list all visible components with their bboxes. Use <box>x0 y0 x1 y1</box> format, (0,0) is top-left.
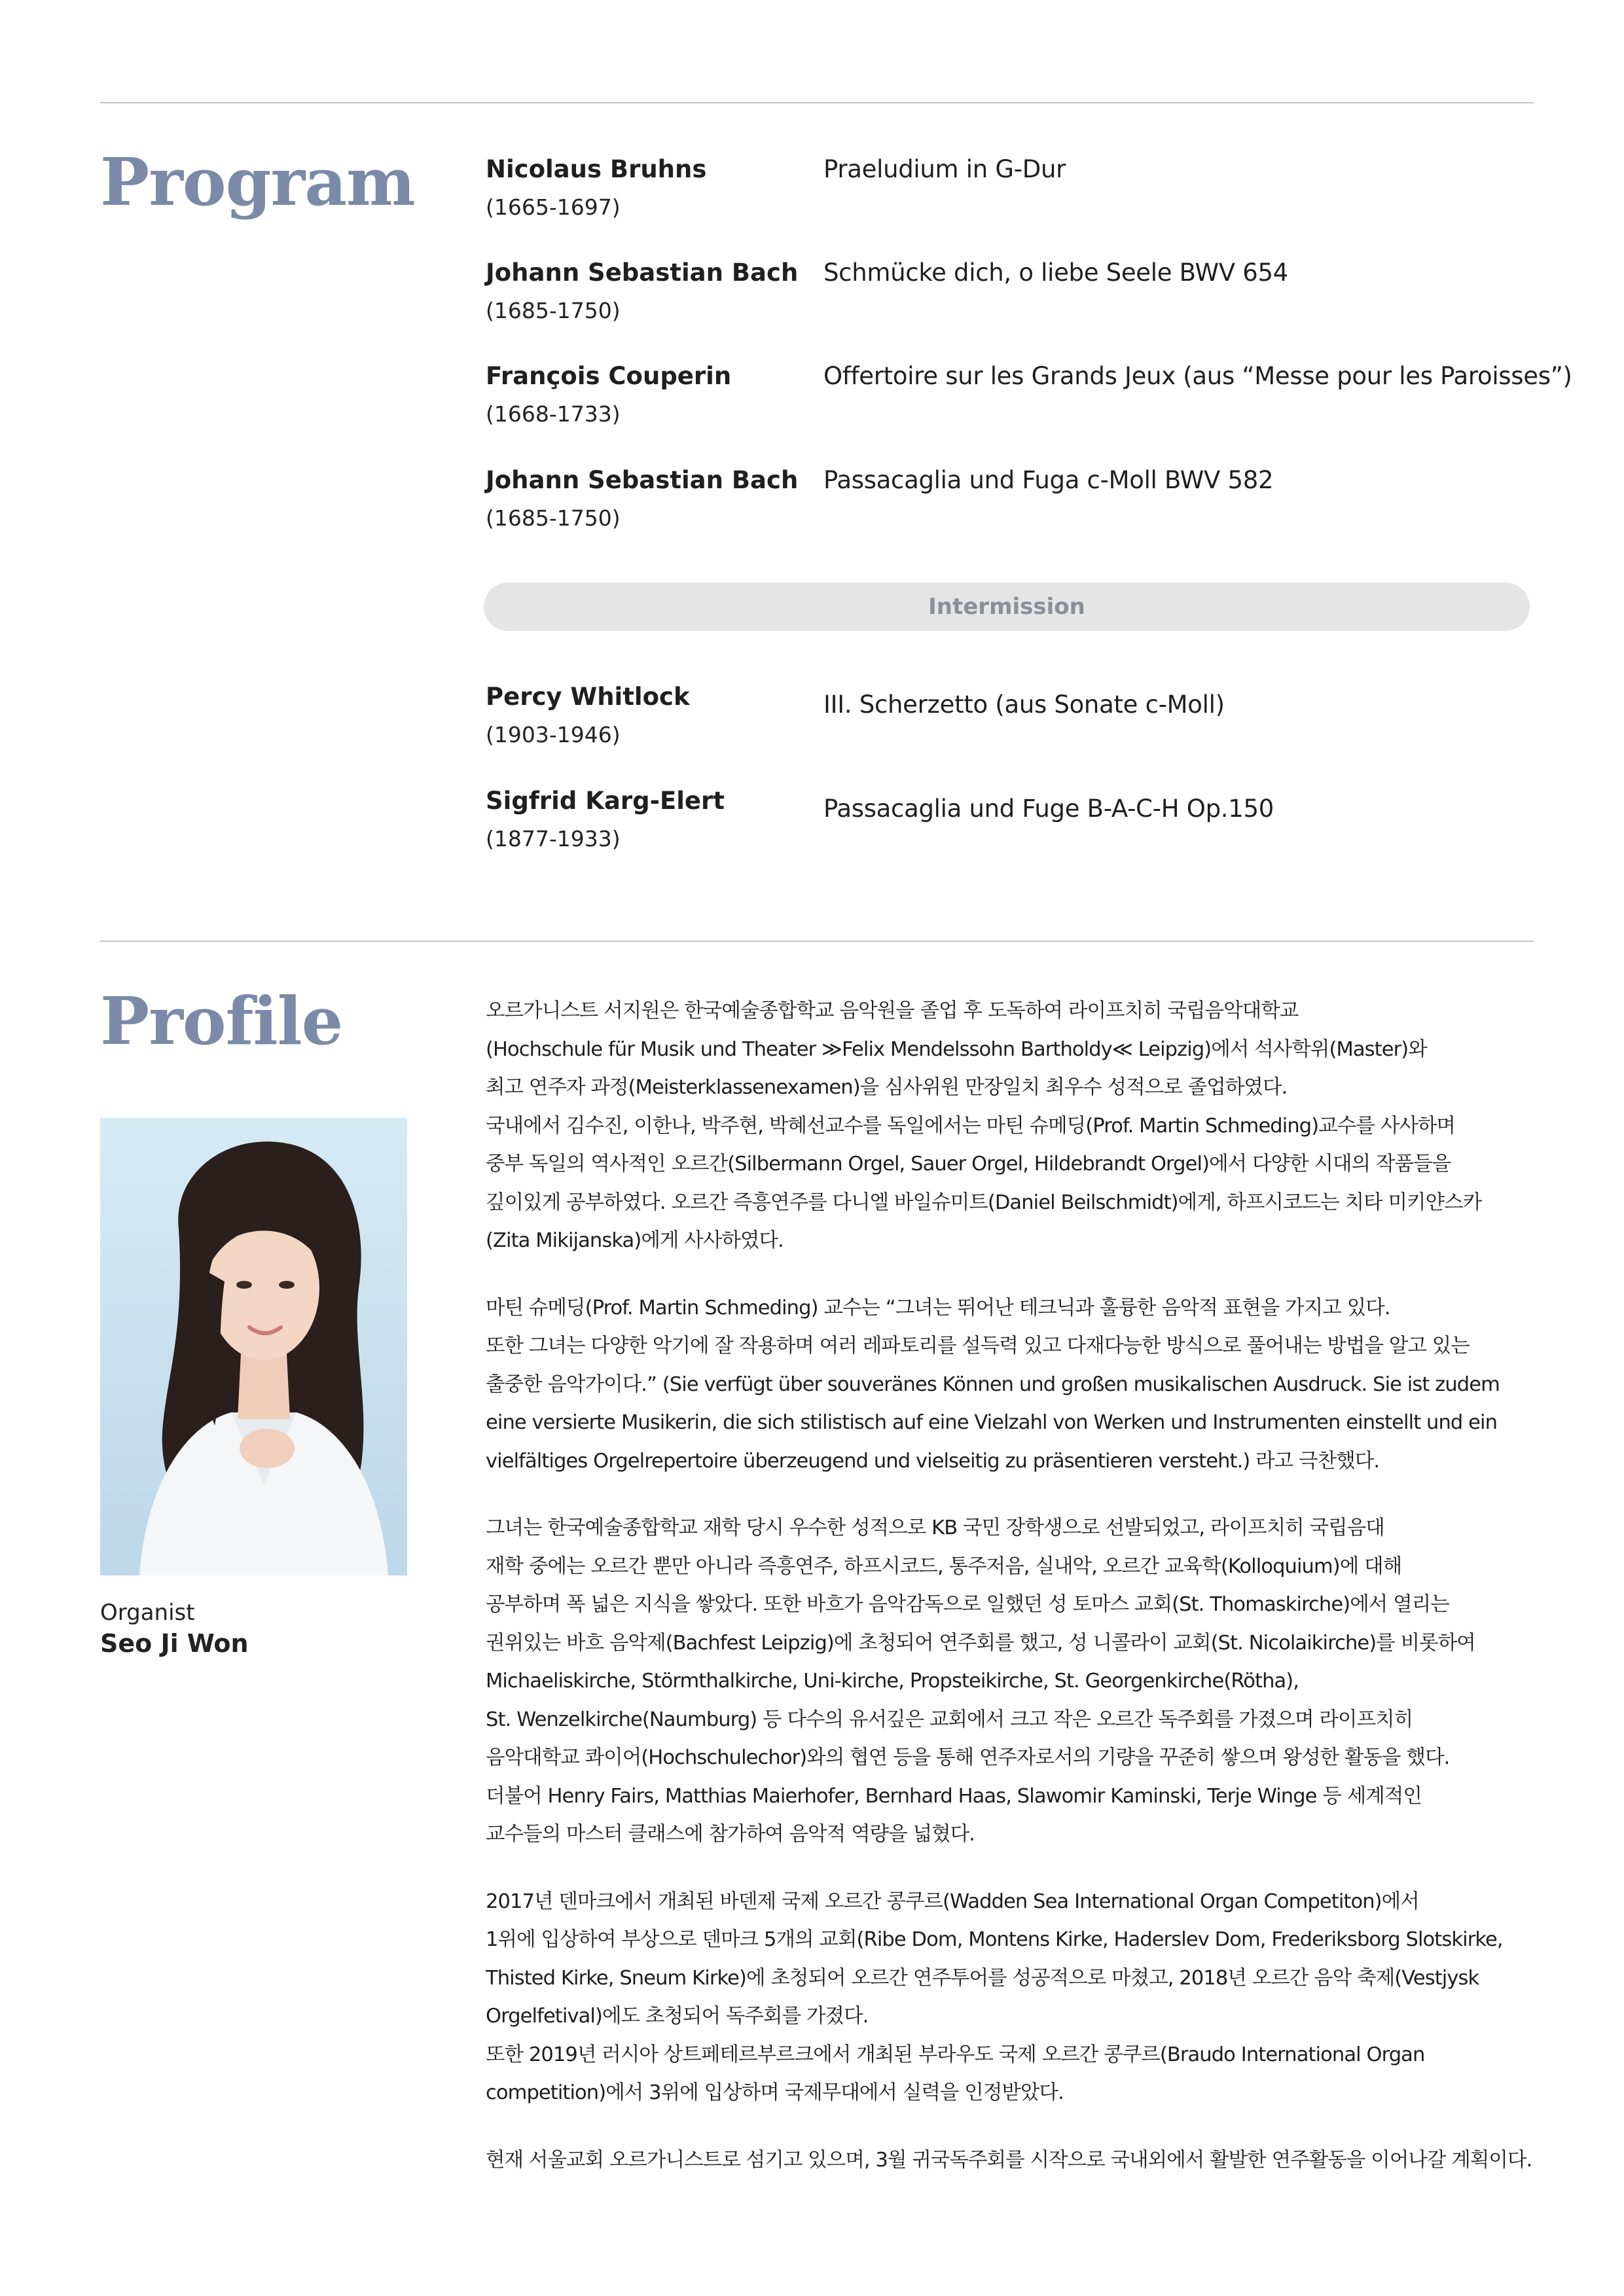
portrait-photo <box>100 1118 407 1575</box>
bio-line: eine versierte Musikerin, die sich stilistisch auf eine Vielzahl von Werken und Instrumenten einstellt und ein <box>486 1411 1498 1434</box>
bio-line: 그녀는 한국예술종합학교 재학 당시 우수한 성적으로 KB 국민 장학생으로 선발되었고, 라이프치히 국립음대 <box>486 1516 1384 1539</box>
composer-name: Nicolaus Bruhns <box>486 155 707 183</box>
program-item <box>486 681 1534 753</box>
bio-line: 1위에 입상하여 부상으로 덴마크 5개의 교회(Ribe Dom, Montens Kirke, Haderslev Dom, Frederiksborg Slotskirke, <box>486 1928 1503 1951</box>
bio-line: 국내에서 김수진, 이한나, 박주현, 박혜선교수를 독일에서는 마틴 슈메딩(Prof. Martin Schmeding)교수를 사사하며 <box>486 1114 1455 1138</box>
intermission-label: Intermission <box>928 594 1085 620</box>
section-rule <box>100 941 1534 942</box>
piece-title: Schmücke dich, o liebe Seele BWV 654 <box>823 259 1288 287</box>
photo-caption-role: Organist <box>100 1600 195 1626</box>
composer-name: Sigfrid Karg-Elert <box>486 787 725 815</box>
composer-years: (1685-1750) <box>486 298 621 323</box>
piece-title: Passacaglia und Fuge B-A-C-H Op.150 <box>823 795 1274 823</box>
bio-line: Orgelfetival)에도 초청되어 독주회를 가졌다. <box>486 2005 869 2028</box>
composer-years: (1903-1946) <box>486 722 621 747</box>
bio-line: 재학 중에는 오르간 뿐만 아니라 즉흥연주, 하프시코드, 통주저음, 실내악, 오르간 교육학(Kolloquium)에 대해 <box>486 1554 1402 1578</box>
bio-line: 마틴 슈메딩(Prof. Martin Schmeding) 교수는 “그녀는 뛰어난 테크닉과 훌륭한 음악적 표현을 가지고 있다. <box>486 1296 1390 1319</box>
composer-name: Johann Sebastian Bach <box>486 259 799 287</box>
piece-title: Offertoire sur les Grands Jeux (aus “Messe pour les Paroisses”) <box>823 362 1572 390</box>
bio-line: 교수들의 마스터 클래스에 참가하여 음악적 역량을 넓혔다. <box>486 1823 975 1846</box>
bio-paragraph <box>486 1883 1559 2113</box>
piece-title: Praeludium in G-Dur <box>823 155 1066 183</box>
bio-line: competition)에서 3위에 입상하며 국제무대에서 실력을 인정받았다. <box>486 2081 1064 2104</box>
bio-line: 또한 2019년 러시아 상트페테르부르크에서 개최된 부라우도 국제 오르간 콩쿠르(Braudo International Organ <box>486 2043 1425 2066</box>
profile-title: Profile <box>100 982 343 1060</box>
intermission-bar <box>484 583 1530 631</box>
bio-line: St. Wenzelkirche(Naumburg) 등 다수의 유서깊은 교회에서 크고 작은 오르간 독주회를 가졌으며 라이프치히 <box>486 1708 1413 1731</box>
composer-name: François Couperin <box>486 362 732 390</box>
portrait-illustration <box>100 1118 407 1575</box>
program-item <box>486 257 1534 329</box>
photo-caption-name: Seo Ji Won <box>100 1629 249 1658</box>
program-item <box>486 464 1534 536</box>
bio-line: 중부 독일의 역사적인 오르간(Silbermann Orgel, Sauer Orgel, Hildebrandt Orgel)에서 다양한 시대의 작품들을 <box>486 1153 1451 1175</box>
program-title: Program <box>100 143 415 221</box>
bio-line: 또한 그녀는 다양한 악기에 잘 작용하며 여러 레파토리를 설득력 있고 다재다능한 방식으로 풀어내는 방법을 알고 있는 <box>486 1335 1470 1357</box>
bio-line: 깊이있게 공부하였다. 오르간 즉흥연주를 다니엘 바일슈미트(Daniel Beilschmidt)에게, 하프시코드는 치타 미키얀스카 <box>486 1191 1482 1214</box>
bio-line: 오르가니스트 서지원은 한국예술종합학교 음악원을 졸업 후 도독하여 라이프치히 국립음악대학교 <box>486 999 1299 1022</box>
bio-line: (Zita Mikijanska)에게 사사하였다. <box>486 1229 784 1252</box>
bio-line: 권위있는 바흐 음악제(Bachfest Leipzig)에 초청되어 연주회를 했고, 성 니콜라이 교회(St. Nicolaikirche)를 비롯하여 <box>486 1631 1475 1655</box>
bio-line: 공부하며 폭 넓은 지식을 쌓았다. 또한 바흐가 음악감독으로 일했던 성 토마스 교회(St. Thomaskirche)에서 열리는 <box>486 1593 1449 1616</box>
bio-paragraph <box>486 1509 1559 1854</box>
bio-line: 더불어 Henry Fairs, Matthias Maierhofer, Bernhard Haas, Slawomir Kaminski, Terje Winge 등 세계적인 <box>486 1784 1422 1808</box>
bio-line: 2017년 덴마크에서 개최된 바덴제 국제 오르간 콩쿠르(Wadden Sea International Organ Competiton)에서 <box>486 1890 1419 1913</box>
bio-line: Michaeliskirche, Störmthalkirche, Uni-kirche, Propsteikirche, St. Georgenkirche(Rötha), <box>486 1670 1299 1693</box>
composer-years: (1685-1750) <box>486 505 621 531</box>
program-item <box>486 153 1534 225</box>
program-item <box>486 785 1534 857</box>
bio-paragraph <box>486 2142 1559 2180</box>
profile-bio <box>486 992 1559 2208</box>
piece-title: III. Scherzetto (aus Sonate c-Moll) <box>823 691 1225 719</box>
composer-years: (1668-1733) <box>486 401 621 427</box>
composer-name: Johann Sebastian Bach <box>486 466 799 494</box>
bio-line: 현재 서울교회 오르가니스트로 섬기고 있으며, 3월 귀국독주회를 시작으로 국내외에서 활발한 연주활동을 이어나갈 계획이다. <box>486 2148 1532 2172</box>
bio-line: Thisted Kirke, Sneum Kirke)에 초청되어 오르간 연주투어를 성공적으로 마쳤고, 2018년 오르간 음악 축제(Vestjysk <box>486 1966 1479 1990</box>
bio-paragraph <box>486 1289 1559 1481</box>
composer-years: (1877-1933) <box>486 826 621 852</box>
bio-line: (Hochschule für Musik und Theater ≫Felix Mendelssohn Bartholdy≪ Leipzig)에서 석사학위(Master)와 <box>486 1037 1427 1061</box>
bio-line: 음악대학교 콰이어(Hochschulechor)와의 협연 등을 통해 연주자로서의 기량을 꾸준히 쌓으며 왕성한 활동을 했다. <box>486 1746 1450 1769</box>
program-item <box>486 360 1572 432</box>
bio-line: vielfältiges Orgelrepertoire überzeugend und vielseitig zu präsentieren versteht.) 라고 극찬했다. <box>486 1449 1380 1473</box>
bio-paragraph <box>486 992 1559 1261</box>
composer-name: Percy Whitlock <box>486 683 690 711</box>
bio-line: 출중한 음악가이다.” (Sie verfügt über souveränes Können und großen musikalischen Ausdruck. Sie ist zudem <box>486 1372 1500 1396</box>
bio-line: 최고 연주자 과정(Meisterklassenexamen)을 심사위원 만장일치 최우수 성적으로 졸업하였다. <box>486 1076 1288 1099</box>
composer-years: (1665-1697) <box>486 194 621 220</box>
piece-title: Passacaglia und Fuga c-Moll BWV 582 <box>823 466 1274 494</box>
top-rule <box>100 102 1534 103</box>
